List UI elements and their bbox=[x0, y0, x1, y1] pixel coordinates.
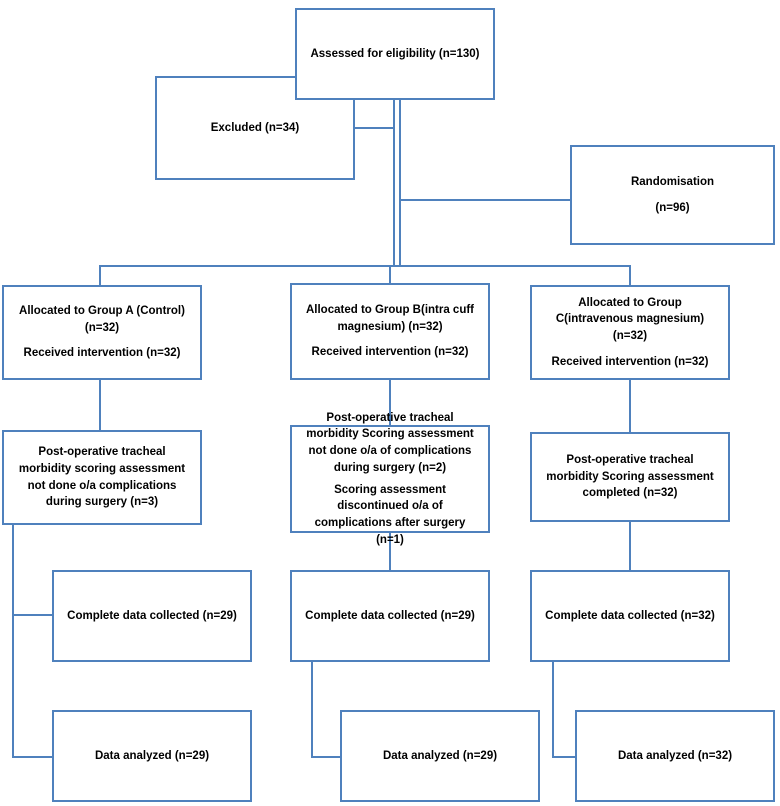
connector-post-a-down bbox=[12, 525, 14, 758]
box-assessed-for-eligibility bbox=[295, 8, 495, 100]
box-complete-data-group-b-text: Complete data collected (n=29) bbox=[305, 609, 475, 622]
connector-allocation-branch bbox=[99, 265, 631, 267]
connector-post-c-to-complete-c bbox=[629, 522, 631, 570]
box-postop-assessment-group-a-text: Post-operative tracheal morbidity scoring assessment not done o/a complications during surgery (n=3) bbox=[18, 446, 186, 509]
box-allocated-group-c-text-line1: Allocated to Group C(intravenous magnesium) (n=32) bbox=[555, 296, 705, 342]
connector-randomisation-branch bbox=[401, 199, 570, 201]
connector-to-complete-a bbox=[12, 614, 52, 616]
box-postop-assessment-group-c bbox=[530, 432, 730, 522]
box-complete-data-group-a bbox=[52, 570, 252, 662]
box-complete-data-group-c bbox=[530, 570, 730, 662]
connector-complete-b-down bbox=[311, 662, 313, 758]
connector-to-analyzed-a bbox=[12, 756, 52, 758]
box-randomisation bbox=[570, 145, 775, 245]
connector-branch-to-group-c bbox=[629, 265, 631, 285]
box-allocated-group-c bbox=[530, 285, 730, 380]
box-data-analyzed-group-a-text: Data analyzed (n=29) bbox=[94, 749, 210, 762]
box-complete-data-group-c-text: Complete data collected (n=32) bbox=[545, 609, 715, 622]
connector-excluded-branch bbox=[355, 127, 393, 129]
box-complete-data-group-a-text: Complete data collected (n=29) bbox=[67, 609, 237, 622]
connector-group-a-to-post-a bbox=[99, 380, 101, 430]
box-postop-assessment-group-a bbox=[2, 430, 202, 525]
connector-eligibility-down-line-2 bbox=[399, 100, 401, 266]
box-postop-assessment-group-b-text-line1: Post-operative tracheal morbidity Scoring assessment not done o/a of complications during surgery (n=2) bbox=[306, 411, 474, 474]
box-allocated-group-b bbox=[290, 283, 490, 380]
box-data-analyzed-group-b-text: Data analyzed (n=29) bbox=[382, 749, 498, 762]
box-assessed-for-eligibility-text: Assessed for eligibility (n=130) bbox=[310, 47, 480, 60]
connector-complete-c-down bbox=[552, 662, 554, 758]
box-data-analyzed-group-c bbox=[575, 710, 775, 802]
box-postop-assessment-group-b bbox=[290, 411, 490, 546]
connector-group-c-to-post-c bbox=[629, 380, 631, 432]
box-allocated-group-b-text-line2: Received intervention (n=32) bbox=[311, 346, 469, 359]
box-complete-data-group-b bbox=[290, 570, 490, 662]
box-randomisation-text-line1: Randomisation bbox=[630, 175, 715, 188]
box-allocated-group-a-text-line1: Allocated to Group A (Control) (n=32) bbox=[19, 304, 185, 334]
connector-branch-to-group-b bbox=[389, 265, 391, 283]
box-randomisation-text-line2: (n=96) bbox=[655, 201, 690, 214]
box-allocated-group-b-text-line1: Allocated to Group B(intra cuff magnesium) (n=32) bbox=[305, 303, 475, 333]
box-excluded-text: Excluded (n=34) bbox=[210, 121, 300, 134]
connector-eligibility-down-line-1 bbox=[393, 100, 395, 266]
connector-branch-to-group-a bbox=[99, 265, 101, 285]
box-data-analyzed-group-a bbox=[52, 710, 252, 802]
box-postop-assessment-group-c-text: Post-operative tracheal morbidity Scoring assessment completed (n=32) bbox=[546, 453, 714, 500]
box-allocated-group-a bbox=[2, 285, 202, 380]
box-allocated-group-c-text-line2: Received intervention (n=32) bbox=[551, 355, 709, 368]
box-allocated-group-a-text-line2: Received intervention (n=32) bbox=[23, 347, 181, 360]
box-data-analyzed-group-b bbox=[340, 710, 540, 802]
connector-to-analyzed-c bbox=[552, 756, 575, 758]
box-data-analyzed-group-c-text: Data analyzed (n=32) bbox=[617, 749, 733, 762]
connector-to-analyzed-b bbox=[311, 756, 340, 758]
box-postop-assessment-group-b-text-line2: Scoring assessment discontinued o/a of complications after surgery (n=1) bbox=[314, 483, 466, 546]
